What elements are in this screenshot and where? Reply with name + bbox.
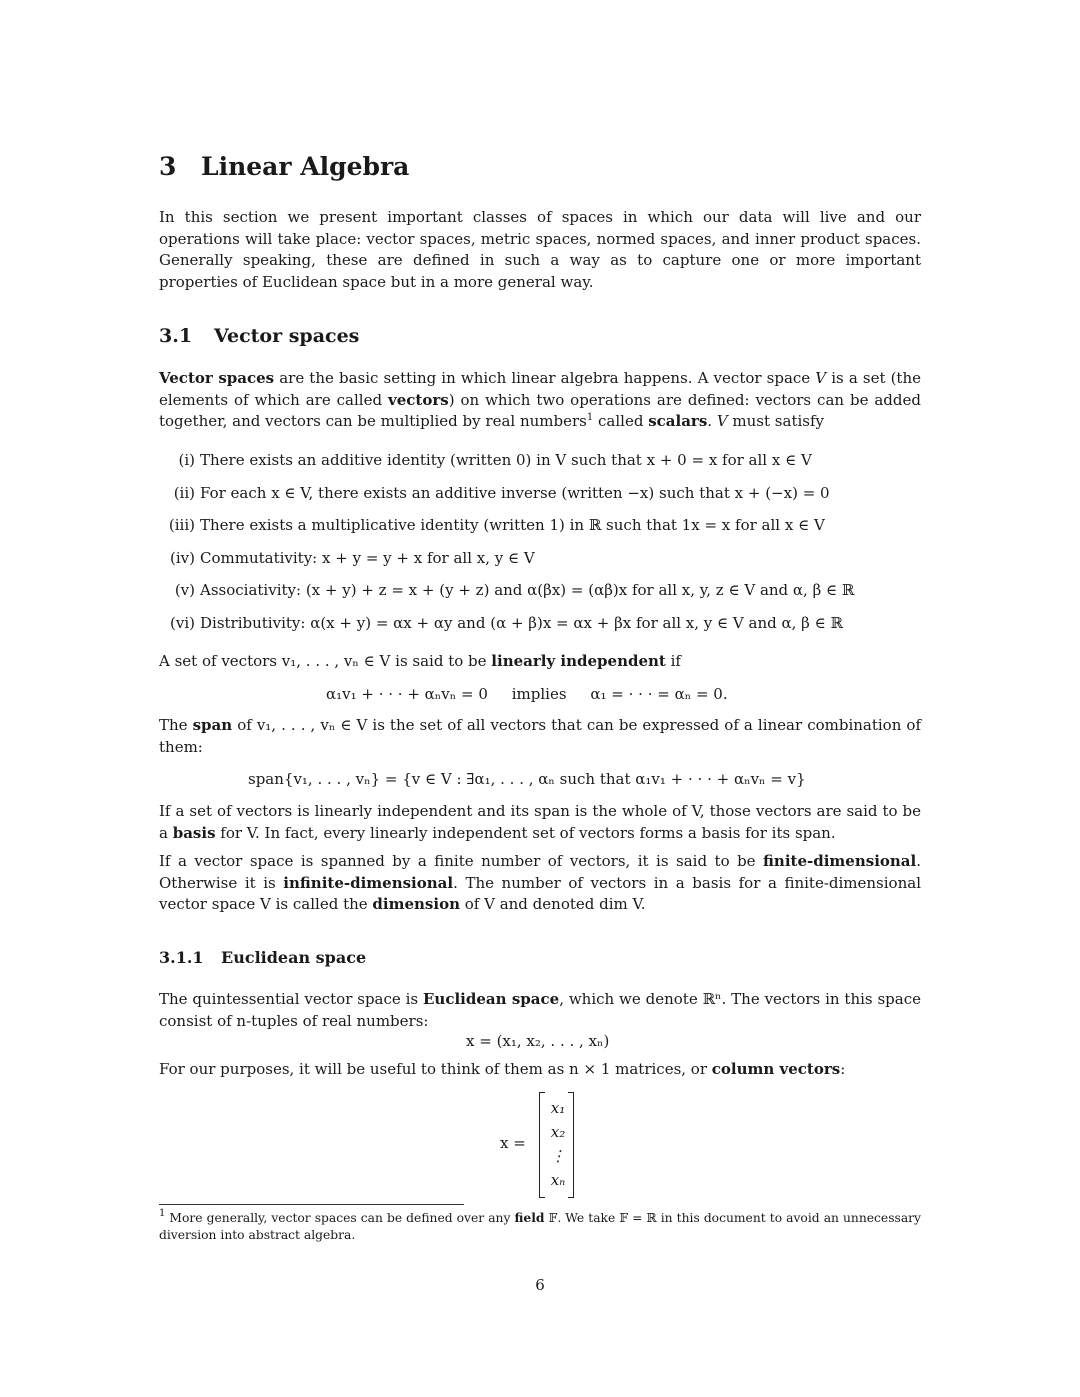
- subsubsection-heading: [159, 948, 366, 967]
- dimension-paragraph: If a vector space is spanned by a finite number of vectors, it is said to be finite-dimensional. Otherwise it is infinite-dimensional. The number of vectors in a basis for a finite-dimensional vector space V is called the dimension of V and denoted dim V.: [159, 852, 921, 913]
- footnote: $^1$ More generally, vector spaces can be defined over any field 𝔽. We take 𝔽 = ℝ in this document to avoid an unnecessary diversion into abstract algebra.: [159, 1208, 921, 1242]
- subsubsection-title: Euclidean space: [221, 948, 367, 967]
- right-bracket: [568, 1092, 574, 1198]
- linear-independence-equation: α₁v₁ + · · · + αₙvₙ = 0 implies α₁ = · · · = αₙ = 0.: [326, 685, 728, 703]
- tuple-equation: x = (x₁, x₂, . . . , xₙ): [466, 1032, 610, 1050]
- axiom-item: (i) There exists an additive identity (written 0) in V such that x + 0 = x for all x ∈ V: [178, 451, 812, 469]
- term-scalars: scalars: [648, 412, 708, 430]
- column-vector-paragraph: For our purposes, it will be useful to think of them as n × 1 matrices, or column vectors:: [159, 1060, 846, 1078]
- vector-space-definition: Vector spaces are the basic setting in which linear algebra happens. A vector space V is a set (the elements of which are called vectors) on which two operations are defined: vectors can be added together, and vectors can be multiplied by real numbers$^1$ called scalars. V must satisfy: [159, 369, 921, 430]
- term-vectors: vectors: [388, 390, 449, 409]
- subsection-number: 3.1: [159, 325, 193, 347]
- term-column-vectors: column vectors: [711, 1060, 841, 1078]
- subsection-title: Vector spaces: [214, 325, 360, 347]
- subsubsection-number: 3.1.1: [159, 948, 204, 967]
- subsection-heading: [159, 325, 359, 347]
- term-linearly-independent: linearly independent: [491, 652, 666, 670]
- footnote-number: 1: [159, 1208, 166, 1219]
- matrix-entries: [546, 1096, 570, 1192]
- axiom-item: (ii) For each x ∈ V, there exists an additive inverse (written −x) such that x + (−x) = 0: [173, 483, 830, 502]
- axiom-list: [159, 449, 921, 644]
- matrix-entry: x₂: [550, 1123, 566, 1141]
- section-title: Linear Algebra: [201, 152, 410, 181]
- axiom-item: (iv) Commutativity: x + y = y + x for all x, y ∈ V: [170, 548, 535, 567]
- axiom-item: (v) Associativity: (x + y) + z = x + (y + z) and α(βx) = (αβ)x for all x, y, z ∈ V and α, β ∈ ℝ: [174, 581, 855, 599]
- term-vector-spaces: Vector spaces: [159, 369, 275, 387]
- term-finite-dimensional: finite-dimensional: [763, 852, 917, 870]
- matrix-entry: x₁: [550, 1099, 566, 1117]
- euclidean-paragraph: The quintessential vector space is Euclidean space, which we denote ℝⁿ. The vectors in this space consist of n-tuples of real numbers:: [159, 990, 922, 1030]
- term-dimension: dimension: [372, 895, 460, 913]
- left-bracket: [539, 1092, 545, 1198]
- axiom-item: (vi) Distributivity: α(x + y) = αx + αy and (α + β)x = αx + βx for all x, y ∈ V and α, β ∈ ℝ: [170, 613, 843, 632]
- page-number: 6: [535, 1276, 545, 1294]
- footnote-marker: 1: [586, 412, 594, 423]
- section-number: 3: [159, 152, 177, 181]
- linear-independence-paragraph: A set of vectors v₁, . . . , vₙ ∈ V is said to be linearly independent if: [159, 652, 681, 670]
- term-infinite-dimensional: infinite-dimensional: [283, 873, 454, 892]
- term-basis: basis: [172, 823, 216, 842]
- matrix-entry: xₙ: [550, 1171, 566, 1189]
- axiom-item: (iii) There exists a multiplicative identity (written 1) in ℝ such that 1x = x for all x ∈ V: [168, 516, 825, 534]
- span-paragraph: The span of v₁, . . . , vₙ ∈ V is the set of all vectors that can be expressed of a linear combination of them:: [159, 716, 921, 756]
- basis-paragraph: If a set of vectors is linearly independent and its span is the whole of V, those vectors are said to be a basis for V. In fact, every linearly independent set of vectors forms a basis for its span.: [159, 802, 921, 842]
- term-field: field: [514, 1210, 545, 1225]
- section-heading: [159, 152, 409, 181]
- matrix-lhs: x =: [500, 1134, 526, 1152]
- matrix-entry: ⋮: [550, 1147, 566, 1165]
- term-span: span: [192, 716, 233, 734]
- term-euclidean-space: Euclidean space: [423, 990, 560, 1008]
- span-equation: span{v₁, . . . , vₙ} = {v ∈ V : ∃α₁, . . . , αₙ such that α₁v₁ + · · · + αₙvₙ = v}: [248, 770, 806, 788]
- footnote-rule: [159, 1204, 464, 1205]
- intro-paragraph: In this section we present important classes of spaces in which our data will live and our operations will take place: vector spaces, metric spaces, normed spaces, and inner product spaces. Generally speaking, these are defined in such a way as to capture one or more important properties of Euclidean space but in a more general way.: [159, 208, 921, 291]
